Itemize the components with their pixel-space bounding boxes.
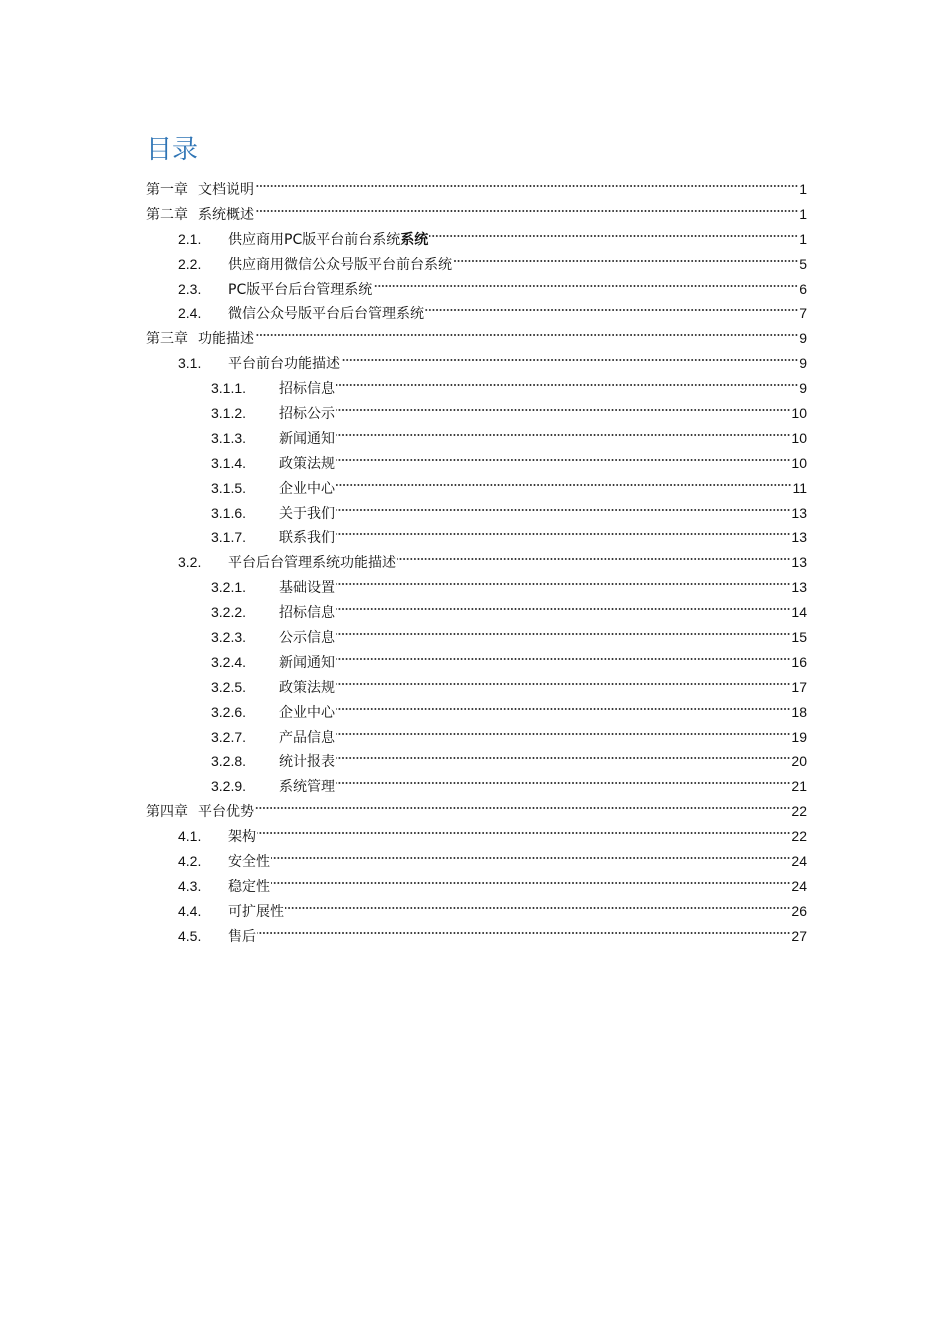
toc-entry[interactable] [146,849,807,874]
dot-leader [336,530,790,538]
toc-entry[interactable] [146,177,807,202]
toc-entry-page-number: 9 [799,380,807,397]
toc-entry-number: 第二章 [146,206,188,223]
toc-entry-page-number: 13 [791,579,807,596]
toc-entry-number: 3.1.2. [211,405,247,422]
toc-entry[interactable] [146,899,807,924]
toc-entry[interactable] [146,650,807,675]
toc-entry-label: 微信公众号版平台后台管理系统 [228,306,424,323]
toc-entry-page-number: 5 [799,255,807,272]
toc-entry[interactable] [146,700,807,725]
dot-leader [255,182,798,190]
toc-entry-number: 3.2.6. [211,703,247,720]
toc-entry-number: 3.1.1. [211,380,247,397]
toc-entry-label: 统计报表 [279,754,335,771]
toc-entry-number: 2.3. [178,280,202,297]
dot-leader [336,705,790,713]
toc-entry-number: 3.1.3. [211,429,247,446]
toc-entry-label: 公示信息 [279,630,335,647]
toc-entry-page-number: 26 [791,902,807,919]
toc-entry-number: 第三章 [146,331,188,348]
toc-entry-label: 联系我们 [279,530,335,547]
toc-entry-number: 3.2.8. [211,753,247,770]
toc-entry-number: 3.1. [178,355,202,372]
toc-entry[interactable] [146,376,807,401]
toc-entry-number: 4.4. [178,902,202,919]
toc-entry-page-number: 15 [791,629,807,646]
dot-leader [336,680,790,688]
toc-entry[interactable] [146,725,807,750]
toc-entry-label: 企业中心 [279,480,335,497]
toc-entry-number: 3.2.9. [211,778,247,795]
toc-entry-label: 平台优势 [198,804,254,821]
toc-entry-label: 新闻通知 [279,430,335,447]
toc-entry-page-number: 27 [791,927,807,944]
toc-entry-number: 4.2. [178,853,202,870]
toc-entry-label: 政策法规 [279,455,335,472]
toc-entry-label: 供应商用微信公众号版平台前台系统 [228,256,452,273]
toc-entry[interactable] [146,600,807,625]
toc-entry[interactable] [146,575,807,600]
toc-entry-number: 4.5. [178,927,202,944]
toc-entry-page-number: 1 [799,230,807,247]
toc-entry-number: 4.1. [178,828,202,845]
toc-entry[interactable] [146,277,807,302]
toc-entry[interactable] [146,426,807,451]
dot-leader [397,555,790,563]
dot-leader [255,207,798,215]
toc-entry[interactable] [146,401,807,426]
dot-leader [336,431,790,439]
dot-leader [257,929,790,937]
toc-entry[interactable] [146,326,807,351]
toc-entry-number: 3.2.4. [211,653,247,670]
toc-entry[interactable] [146,924,807,949]
toc-entry-label: 功能描述 [198,331,254,348]
dot-leader [425,306,798,314]
dot-leader [255,331,798,339]
toc-entry-page-number: 1 [799,205,807,222]
toc-entry-label: 关于我们 [279,505,335,522]
toc-entry-page-number: 17 [791,678,807,695]
toc-entry[interactable] [146,874,807,899]
toc-entry-label: 产品信息 [279,729,335,746]
toc-entry[interactable] [146,525,807,550]
toc-entry-number: 3.2.2. [211,604,247,621]
toc-entry-label: 稳定性 [228,878,270,895]
toc-entry-page-number: 19 [791,728,807,745]
toc-entry-label: 文档说明 [198,182,254,198]
toc-entry-label: 系统概述 [198,206,254,223]
dot-leader [336,630,790,638]
dot-leader [336,506,790,514]
toc-entry-number: 2.1. [178,230,202,247]
toc-entry-label: 平台前台功能描述 [228,356,340,373]
toc-entry-page-number: 14 [791,604,807,621]
dot-leader [336,754,790,762]
toc-entry-page-number: 1 [799,181,807,197]
toc-entry-page-number: 9 [799,330,807,347]
toc-entry[interactable] [146,351,807,376]
dot-leader [336,381,798,389]
dot-leader [336,481,791,489]
toc-entry[interactable] [146,774,807,799]
dot-leader [429,232,798,240]
dot-leader [257,829,790,837]
toc-entry-number: 3.1.4. [211,454,247,471]
toc-entry-label: 招标信息 [279,605,335,622]
toc-entry-number: 3.2.5. [211,678,247,695]
toc-title: 目录 [146,135,199,165]
toc-entry-number: 第四章 [146,804,188,821]
toc-entry[interactable] [146,227,807,252]
toc-entry-number: 3.2.1. [211,579,247,596]
toc-entry-number: 第一章 [146,182,188,198]
dot-leader [336,605,790,613]
dot-leader [336,655,790,663]
toc-entry-label: 基础设置 [279,580,335,597]
toc-entry[interactable] [146,501,807,526]
toc-entry-label: 系统管理 [279,779,335,796]
toc-entry-page-number: 13 [791,504,807,521]
toc-entry-page-number: 13 [791,529,807,546]
toc-entry-label: 新闻通知 [279,654,335,671]
toc-entry-label: PC版平台后台管理系统 [228,281,373,298]
toc-entry-label: 政策法规 [279,679,335,696]
toc-entry-page-number: 10 [791,405,807,422]
toc-entry-number: 3.1.7. [211,529,247,546]
toc-entry-page-number: 7 [799,305,807,322]
dot-leader [373,282,798,290]
toc-entry-page-number: 10 [791,429,807,446]
toc-entry-number: 2.2. [178,255,202,272]
toc-entry-page-number: 16 [791,653,807,670]
dot-leader [271,854,790,862]
toc-entry-label: 架构 [228,829,256,846]
toc-entry-page-number: 22 [791,828,807,845]
toc-entry-label: 招标公示 [279,406,335,423]
toc-entry[interactable] [146,550,807,575]
dot-leader [341,356,798,364]
toc-entry-page-number: 9 [799,355,807,372]
toc-entry[interactable] [146,749,807,774]
toc-entry-label: 售后 [228,928,256,945]
toc-entry-label: 平台后台管理系统功能描述 [228,555,396,572]
toc-entry[interactable] [146,301,807,326]
toc-entry-page-number: 11 [792,479,807,496]
toc-entry[interactable] [146,252,807,277]
toc-entry-page-number: 18 [791,703,807,720]
toc-entry[interactable] [146,675,807,700]
toc-entry[interactable] [146,625,807,650]
toc-entry[interactable] [146,799,807,824]
toc-entry-number: 3.2.3. [211,629,247,646]
dot-leader [336,456,790,464]
dot-leader [336,730,790,738]
toc-entry-page-number: 20 [791,753,807,770]
toc-entry-page-number: 21 [791,778,807,795]
toc-entry-page-number: 6 [799,280,807,297]
toc-entry-page-number: 24 [791,853,807,870]
toc-entry-number: 2.4. [178,305,202,322]
dot-leader [255,804,790,812]
toc-entry-number: 3.1.5. [211,479,247,496]
toc-entry[interactable] [146,451,807,476]
toc-entry-number: 3.2.7. [211,728,247,745]
toc-entry[interactable] [146,202,807,227]
toc-entry-page-number: 24 [791,877,807,894]
toc-entry-page-number: 10 [791,454,807,471]
toc-entry-page-number: 13 [791,554,807,571]
dot-leader [336,779,790,787]
toc-entry-label: 供应商用PC版平台前台系统 [228,231,401,248]
toc-entry-number: 4.3. [178,877,202,894]
toc-entry-label: 企业中心 [279,704,335,721]
dot-leader [336,580,790,588]
toc-entry-label: 可扩展性 [228,903,284,920]
toc-entry-number: 3.1.6. [211,504,247,521]
dot-leader [271,879,790,887]
toc-entry-label: 招标信息 [279,381,335,398]
dot-leader [453,257,798,265]
toc-entry-label-emphasis: 系统 [400,231,429,248]
toc-entry[interactable] [146,476,807,501]
toc-entry[interactable] [146,824,807,849]
dot-leader [285,904,790,912]
toc-entry-label: 安全性 [228,854,270,871]
toc-entry-number: 3.2. [178,554,202,571]
dot-leader [336,406,790,414]
table-of-contents [146,177,807,949]
toc-entry-page-number: 22 [791,803,807,820]
